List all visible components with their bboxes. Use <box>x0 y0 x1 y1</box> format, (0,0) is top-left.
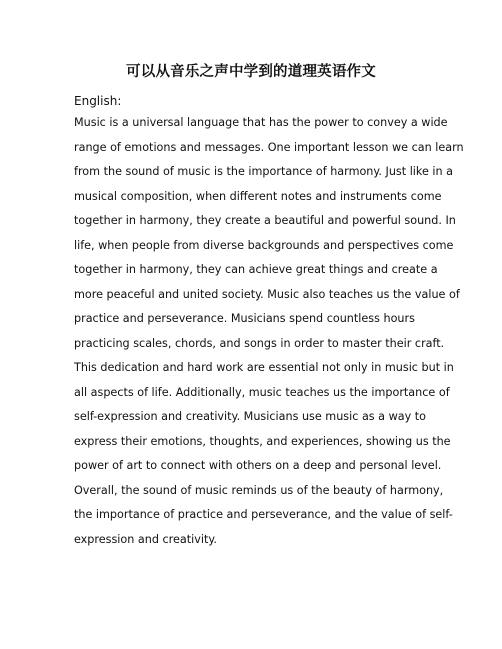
paragraph-line: power of art to connect with others on a deep and personal level. <box>74 459 442 472</box>
paragraph-line: together in harmony, they can achieve great things and create a <box>74 263 438 276</box>
essay-paragraph <box>74 111 464 552</box>
paragraph-line: This dedication and hard work are essential not only in music but in <box>74 361 454 374</box>
language-label: English: <box>74 94 122 108</box>
paragraph-line: the importance of practice and perseverance, and the value of self- <box>74 508 453 521</box>
document-title: 可以从音乐之声中学到的道理英语作文 <box>126 64 376 80</box>
paragraph-line: all aspects of life. Additionally, music teaches us the importance of <box>74 385 450 399</box>
paragraph-line: practicing scales, chords, and songs in order to master their craft. <box>74 336 445 350</box>
paragraph-line: together in harmony, they create a beautiful and powerful sound. In <box>74 214 456 227</box>
paragraph-line: Music is a universal language that has the power to convey a wide <box>74 116 448 129</box>
paragraph-line: life, when people from diverse backgrounds and perspectives come <box>74 238 454 252</box>
paragraph-line: self-expression and creativity. Musicians use music as a way to <box>74 410 427 423</box>
paragraph-line: practice and perseverance. Musicians spend countless hours <box>74 312 415 325</box>
paragraph-line: musical composition, when different notes and instruments come <box>74 189 442 203</box>
paragraph-line: express their emotions, thoughts, and experiences, showing us the <box>74 434 451 448</box>
paragraph-line: Overall, the sound of music reminds us of the beauty of harmony, <box>74 483 444 497</box>
paragraph-line: expression and creativity. <box>74 532 217 546</box>
paragraph-line: more peaceful and united society. Music also teaches us the value of <box>74 287 460 301</box>
paragraph-line: range of emotions and messages. One important lesson we can learn <box>74 140 464 154</box>
paragraph-line: from the sound of music is the importance of harmony. Just like in a <box>74 165 454 178</box>
